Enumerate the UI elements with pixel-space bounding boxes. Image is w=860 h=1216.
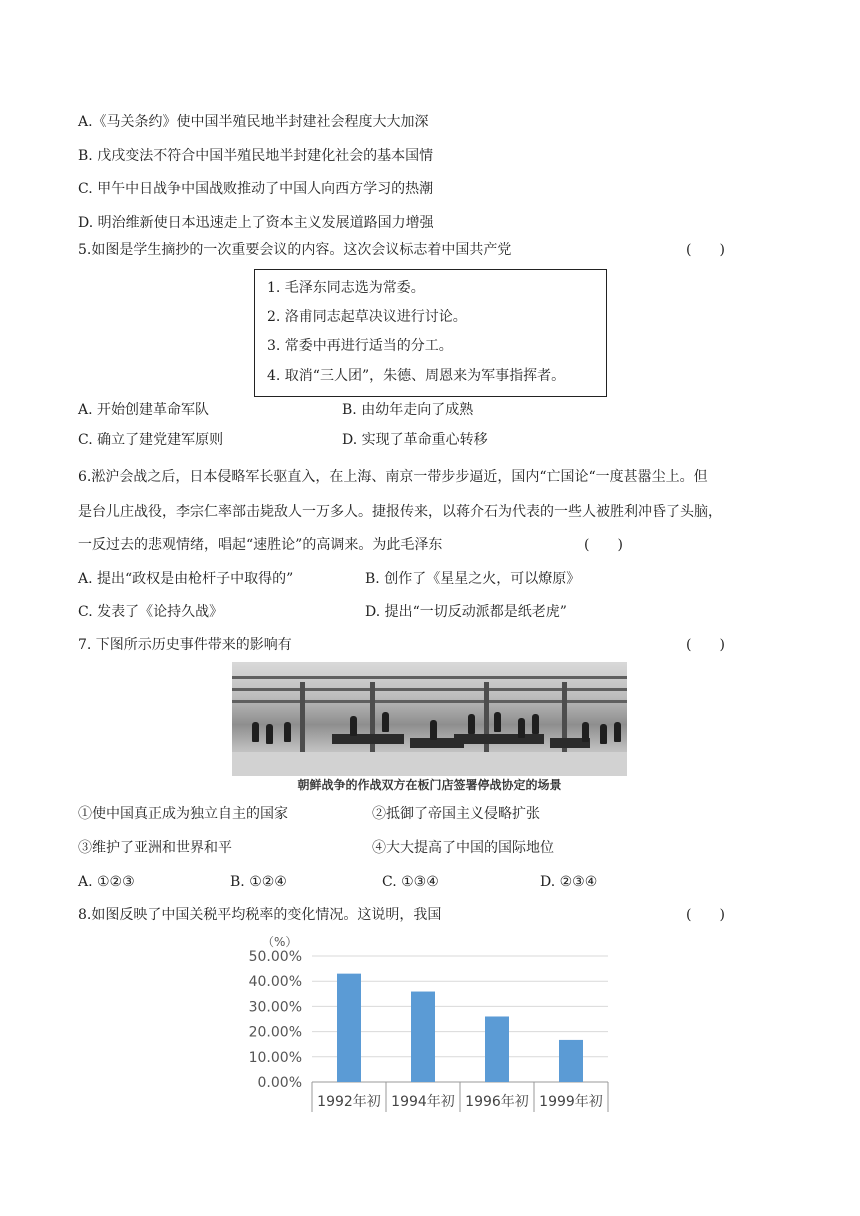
- bar: [485, 1016, 509, 1082]
- chart-bars: [337, 974, 583, 1082]
- x-tick-label: 1994年初: [391, 1094, 455, 1110]
- q5-option-c: C. 确立了建党建军原则: [78, 432, 224, 448]
- y-axis-unit: （%）: [262, 935, 298, 949]
- q7-stem: 7. 下图所示历史事件带来的影响有: [78, 637, 292, 653]
- q6-option-d: D. 提出“一切反动派都是纸老虎”: [365, 604, 567, 620]
- q7-option-c: C. ①③④: [382, 874, 439, 890]
- q6-stem-line-3: 一反过去的悲观情绪，唱起“速胜论”的高调来。为此毛泽东: [78, 537, 443, 553]
- q6-option-a: A. 提出“政权是由枪杆子中取得的”: [78, 571, 294, 587]
- q6-stem-line-2: 是台儿庄战役，李宗仁率部击毙敌人一万多人。捷报传来，以蒋介石为代表的一些人被胜利冲昏了头脑，: [78, 504, 722, 520]
- q7-option-d: D. ②③④: [540, 874, 598, 890]
- x-tick-label: 1999年初: [539, 1094, 603, 1110]
- q6-option-b: B. 创作了《星星之火，可以燎原》: [365, 571, 581, 587]
- q4-option-a: A.《马关条约》使中国半殖民地半封建社会程度大大加深: [78, 114, 429, 130]
- y-tick-label: 40.00%: [248, 974, 302, 991]
- q7-item-3: ③维护了亚洲和世界和平: [78, 840, 232, 856]
- q4-option-b: B. 戊戌变法不符合中国半殖民地半封建化社会的基本国情: [78, 148, 434, 164]
- y-tick-label: 50.00%: [248, 949, 302, 965]
- q7-option-a: A. ①②③: [78, 874, 135, 890]
- x-tick-label: 1996年初: [465, 1094, 529, 1110]
- q5-stem: 5.如图是学生摘抄的一次重要会议的内容。这次会议标志着中国共产党: [78, 242, 512, 258]
- q5-answer-paren: ( ): [686, 242, 725, 258]
- q5-box-item-1: 1. 毛泽东同志选为常委。: [267, 280, 425, 296]
- x-tick-labels: [312, 1082, 608, 1112]
- q7-option-b: B. ①②④: [230, 874, 287, 890]
- q5-option-d: D. 实现了革命重心转移: [342, 432, 488, 448]
- x-tick-label: 1992年初: [317, 1094, 381, 1110]
- q6-option-c: C. 发表了《论持久战》: [78, 604, 224, 620]
- y-tick-labels: [249, 949, 302, 1091]
- y-tick-label: 30.00%: [248, 999, 302, 1016]
- q5-box-item-2: 2. 洛甫同志起草决议进行讨论。: [267, 309, 467, 325]
- q7-item-1: ①使中国真正成为独立自主的国家: [78, 806, 288, 822]
- q5-option-b: B. 由幼年走向了成熟: [342, 402, 474, 418]
- q6-answer-paren: ( ): [584, 537, 623, 553]
- q6-stem-line-1: 6.淞沪会战之后，日本侵略军长驱直入，在上海、南京一带步步逼近，国内“亡国论“一度甚嚣尘上。但: [78, 469, 708, 485]
- q7-answer-paren: ( ): [686, 637, 725, 653]
- q7-item-2: ②抵御了帝国主义侵略扩张: [372, 806, 540, 822]
- bar: [337, 974, 361, 1082]
- bar: [411, 992, 435, 1082]
- q4-option-c: C. 甲午中日战争中国战败推动了中国人向西方学习的热潮: [78, 181, 434, 197]
- q8-answer-paren: ( ): [686, 907, 725, 923]
- tariff-bar-chart: [230, 928, 630, 1118]
- q5-quote-box: [254, 269, 607, 397]
- q7-item-4: ④大大提高了中国的国际地位: [372, 840, 554, 856]
- y-tick-label: 20.00%: [248, 1024, 302, 1041]
- y-tick-label: 10.00%: [248, 1049, 302, 1066]
- q5-box-item-4: 4. 取消“三人团”，朱德、周恩来为军事指挥者。: [267, 368, 566, 384]
- bar: [559, 1040, 583, 1082]
- q8-stem: 8.如图反映了中国关税平均税率的变化情况。这说明，我国: [78, 907, 442, 923]
- y-tick-label: 0.00%: [257, 1075, 302, 1091]
- q4-option-d: D. 明治维新使日本迅速走上了资本主义发展道路国力增强: [78, 215, 434, 231]
- q5-option-a: A. 开始创建革命军队: [78, 402, 210, 418]
- armistice-photo: [232, 662, 627, 776]
- q5-box-item-3: 3. 常委中再进行适当的分工。: [267, 338, 453, 354]
- photo-caption: 朝鲜战争的作战双方在板门店签署停战协定的场景: [297, 778, 562, 792]
